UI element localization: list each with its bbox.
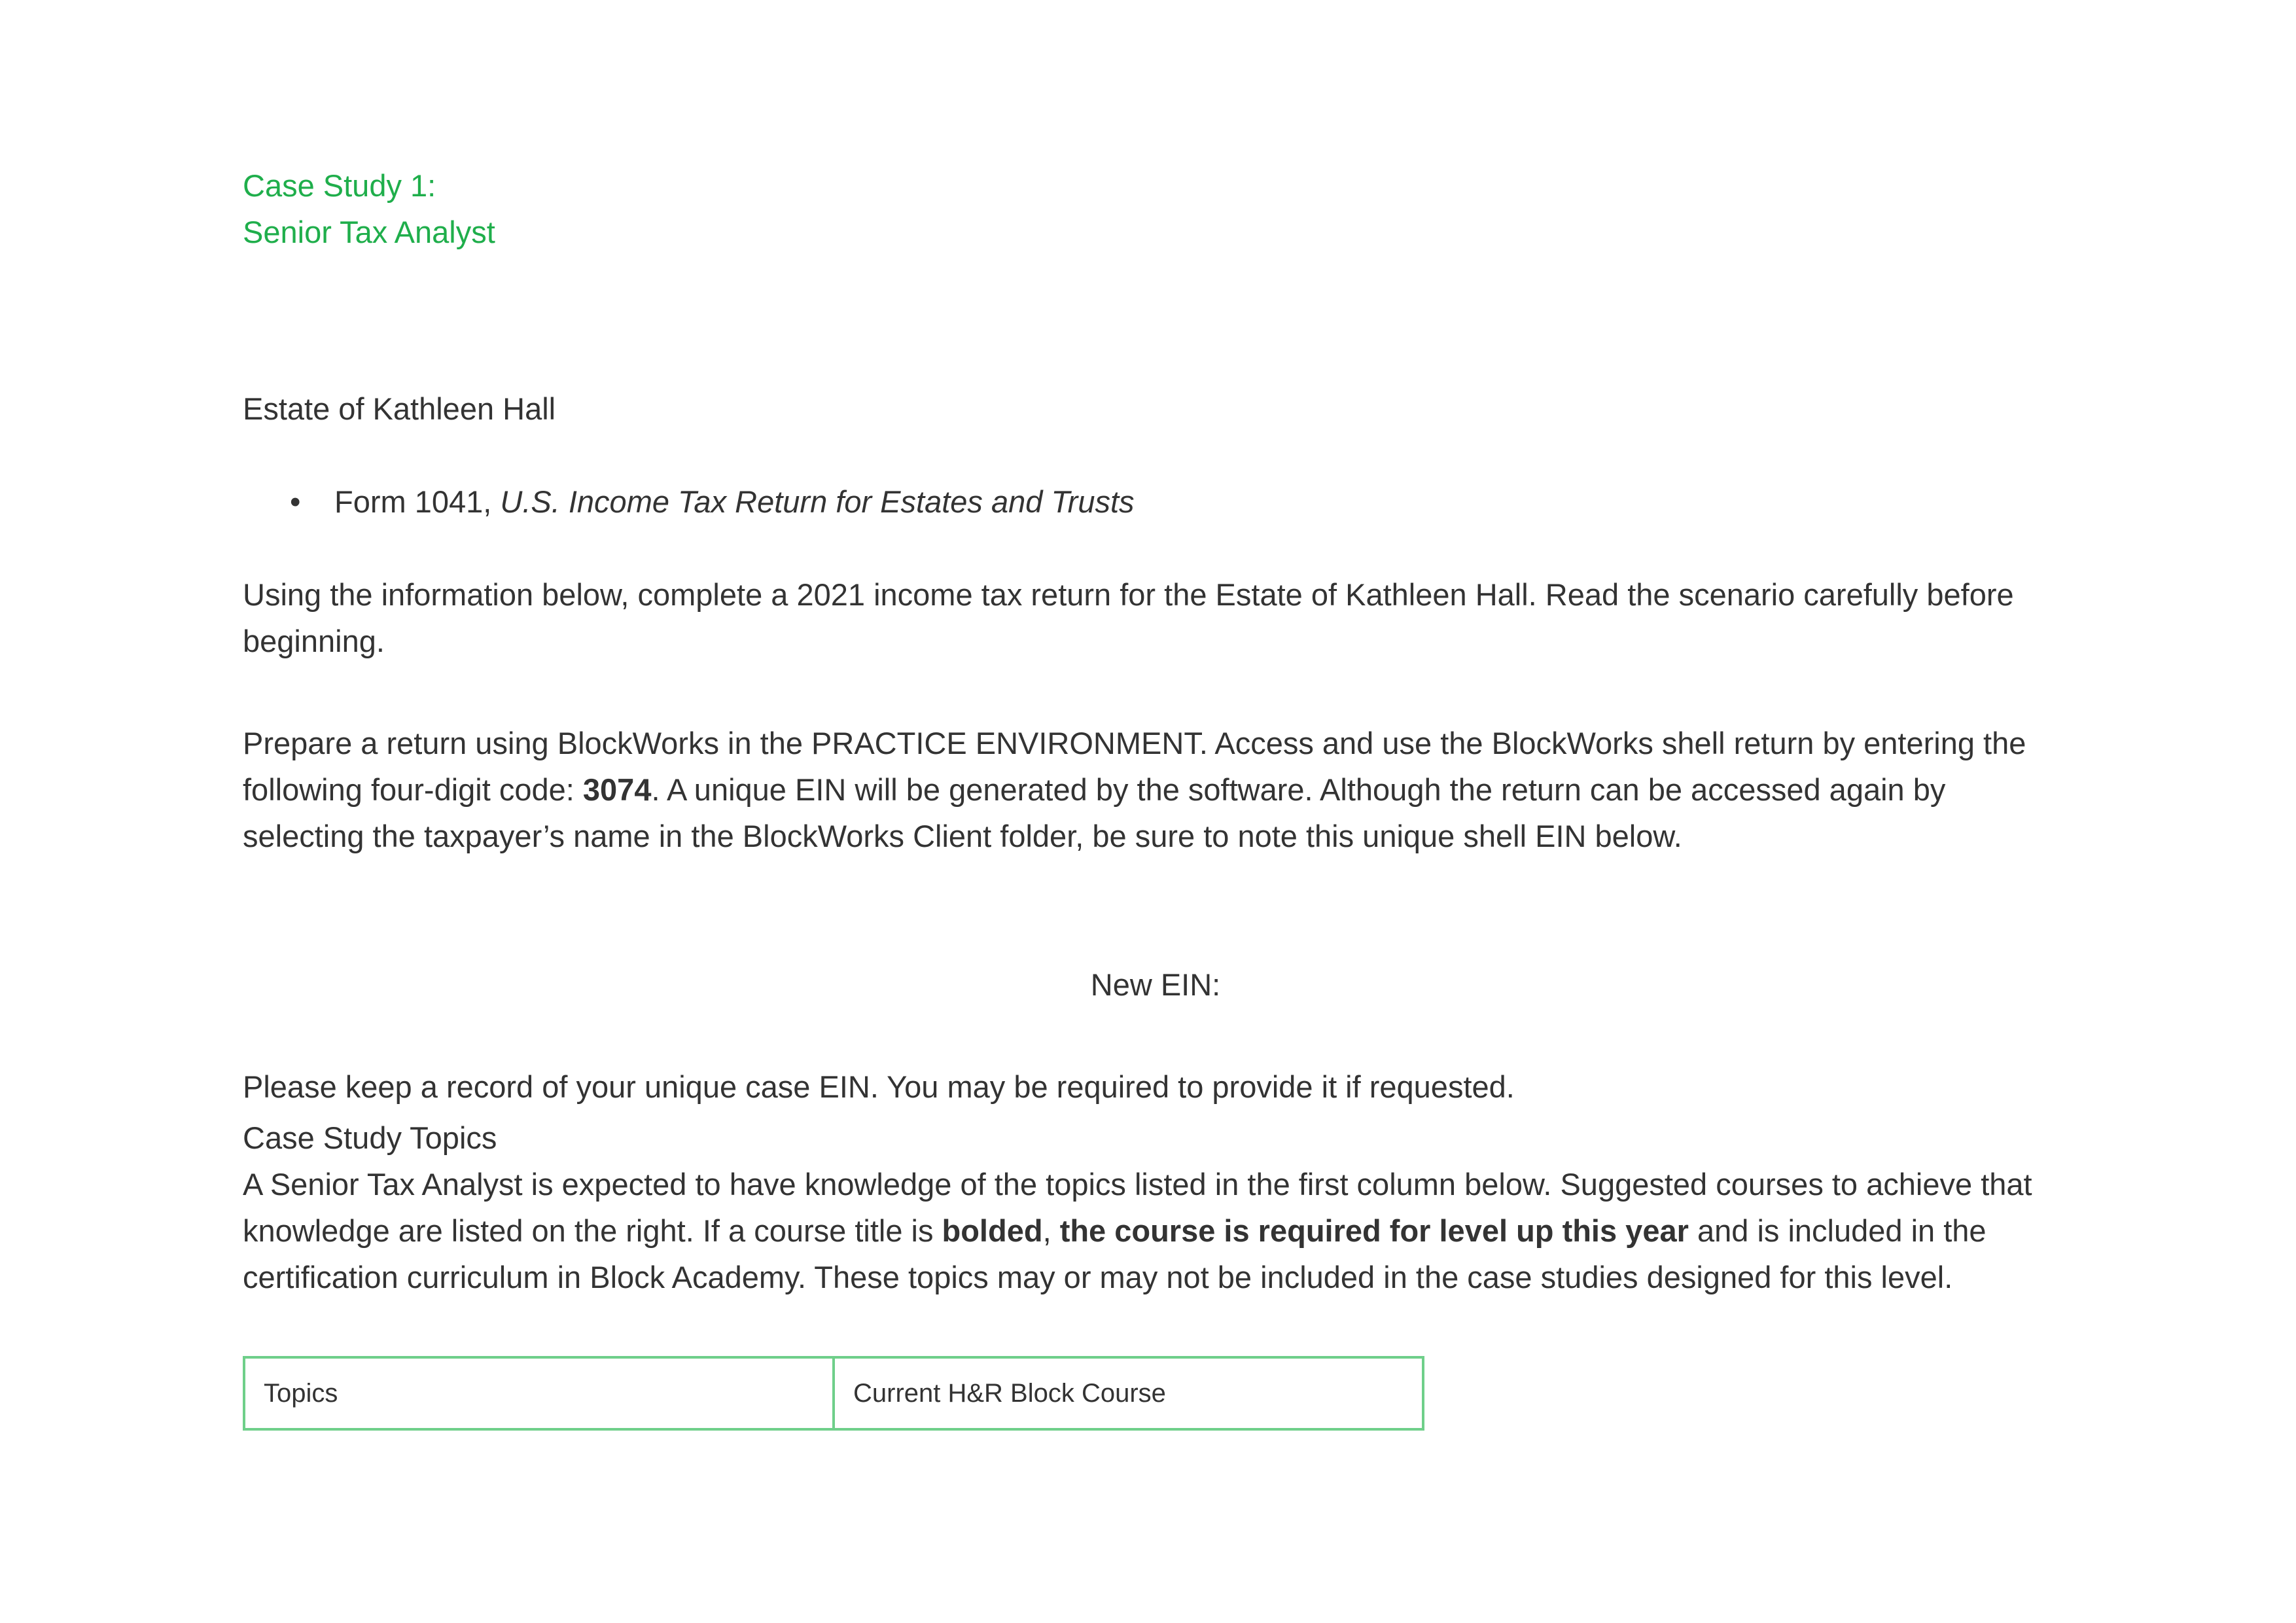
bullet-icon: • [290,484,301,519]
blockworks-text-after: . A unique EIN will be generated by the software. Although the return can be accessed again by selecting the taxpayer’s name in the BlockWorks Client folder, be sure to note this unique shell EIN below. [243,772,1946,853]
estate-title: Estate of Kathleen Hall [243,391,556,426]
table-header-course: Current H&R Block Course [834,1357,1423,1429]
topics-table [243,1356,1424,1431]
topics-heading: Case Study Topics [243,1120,497,1155]
shell-code: 3074 [582,772,652,807]
case-study-role: Senior Tax Analyst [243,215,495,249]
topics-comma: , [1042,1213,1060,1248]
topics-bold-word: bolded [942,1213,1043,1248]
form-bullet-item [243,478,2068,525]
topics-text-2: and is included in the certification curriculum in Block Academy. These topics may or may not be included in the case studies designed for this level. [243,1213,1987,1294]
form-number: Form 1041, [334,484,501,519]
new-ein-label: New EIN: [1090,967,1221,1002]
instructions-paragraph: Using the information below, complete a 2021 income tax return for the Estate of Kathleen Hall. Read the scenario carefully before beginning. [243,577,2014,658]
blockworks-text-before: Prepare a return using BlockWorks in the PRACTICE ENVIRONMENT. Access and use the BlockWorks shell return by entering the following four-digit code: [243,726,2026,807]
document-content [243,162,2068,1431]
table-header-topics: Topics [244,1357,834,1429]
topics-text-1: A Senior Tax Analyst is expected to have knowledge of the topics listed in the first column below. Suggested courses to achieve that knowledge are listed on the right. If a course title is [243,1167,2032,1248]
topics-paragraph [243,1161,2068,1300]
record-note: Please keep a record of your unique case EIN. You may be required to provide it if requested. [243,1069,1515,1104]
form-title: U.S. Income Tax Return for Estates and Trusts [500,484,1135,519]
blockworks-paragraph [243,720,2068,859]
topics-bold-phrase: the course is required for level up this year [1059,1213,1689,1248]
table-header-row [244,1357,1423,1429]
case-study-number: Case Study 1: [243,168,436,203]
